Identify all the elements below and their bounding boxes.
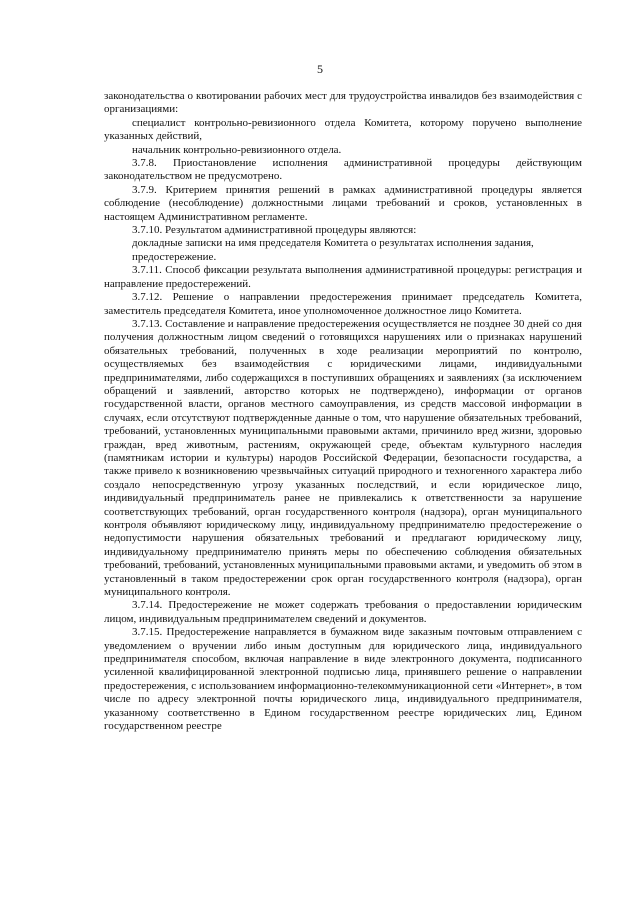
paragraph: специалист контрольно-ревизионного отдела Комитета, которому поручено выполнение указанных действий, xyxy=(104,116,582,143)
paragraph: 3.7.12. Решение о направлении предостережения принимает председатель Комитета, заместитель председателя Комитета, иное уполномоченное должностное лицо Комитета. xyxy=(104,291,582,317)
paragraph: предостережение. xyxy=(132,250,217,263)
paragraph: законодательства о квотировании рабочих мест для трудоустройства инвалидов без взаимодействия с организациями: xyxy=(104,90,582,116)
paragraph: 3.7.14. Предостережение не может содержать требования о предоставлении юридическим лицом, индивидуальным предпринимателем сведений и документов. xyxy=(104,599,582,625)
paragraph: 3.7.15. Предостережение направляется в бумажном виде заказным почтовым отправлением с уведомлением о вручении либо иным доступным для юридического лица, индивидуального предпринимателя способом, включая направление в виде электронного документа, подписанного усиленной квалифицированной электронной подписью лица, принявшего решение о направлении предостережения, с использованием информационно-телекоммуникационной сети «Интернет», в том числе по адресу электронной почты юридического лица, индивидуального предпринимателя, указанному соответственно в Едином государственном реестре юридических лиц, Едином государственном реестре xyxy=(104,626,582,733)
paragraph: докладные записки на имя председателя Комитета о результатах исполнения задания, xyxy=(132,237,534,250)
paragraph: 3.7.11. Способ фиксации результата выполнения административной процедуры: регистрация и направление предостережений. xyxy=(104,264,582,290)
document-body xyxy=(104,90,582,734)
paragraph: 3.7.13. Составление и направление предостережения осуществляется не позднее 30 дней со дня получения должностным лицом сведений о готовящихся нарушениях или о признаках нарушений обязательных требований, полученных в ходе реализации мероприятий по контролю, осуществляемых без взаимодействия с юридическими лицами, индивидуальными предпринимателями, либо содержащихся в поступивших обращениях и заявлениях (за исключением обращений и заявлений, авторство которых не подтверждено), информации от органов государственной власти, органов местного самоуправления, из средств массовой информации в случаях, если отсутствуют подтвержденные данные о том, что нарушение обязательных требований, требований, установленных муниципальными правовыми актами, причинило вред жизни, здоровью граждан, вред животным, растениям, окружающей среде, объектам культурного наследия (памятникам истории и культуры) народов Российской Федерации, безопасности государства, а также привело к возникновению чрезвычайных ситуаций природного и техногенного характера либо создало непосредственную угрозу указанных последствий, и если юридическое лицо, индивидуальный предприниматель ранее не привлекались к ответственности за нарушение соответствующих требований, орган государственного контроля (надзора), орган муниципального контроля объявляют юридическому лицу, индивидуальному предпринимателю предостережение о недопустимости нарушения обязательных требований и предлагают юридическому лицу, индивидуальному предпринимателю принять меры по обеспечению соблюдения обязательных требований, требований, установленных муниципальными правовыми актами, и уведомить об этом в установленный в таком предостережении срок орган государственного контроля (надзора), орган муниципального контроля. xyxy=(104,317,582,599)
paragraph: 3.7.8. Приостановление исполнения административной процедуры действующим законодательством не предусмотрено. xyxy=(104,157,582,183)
page-number: 5 xyxy=(317,62,323,76)
paragraph: 3.7.9. Критерием принятия решений в рамках административной процедуры является соблюдение (несоблюдение) должностными лицами требований и сроков, установленных в настоящем Административном регламенте. xyxy=(104,183,582,223)
paragraph: 3.7.10. Результатом административной процедуры являются: xyxy=(132,224,417,237)
paragraph: начальник контрольно-ревизионного отдела. xyxy=(132,143,342,156)
